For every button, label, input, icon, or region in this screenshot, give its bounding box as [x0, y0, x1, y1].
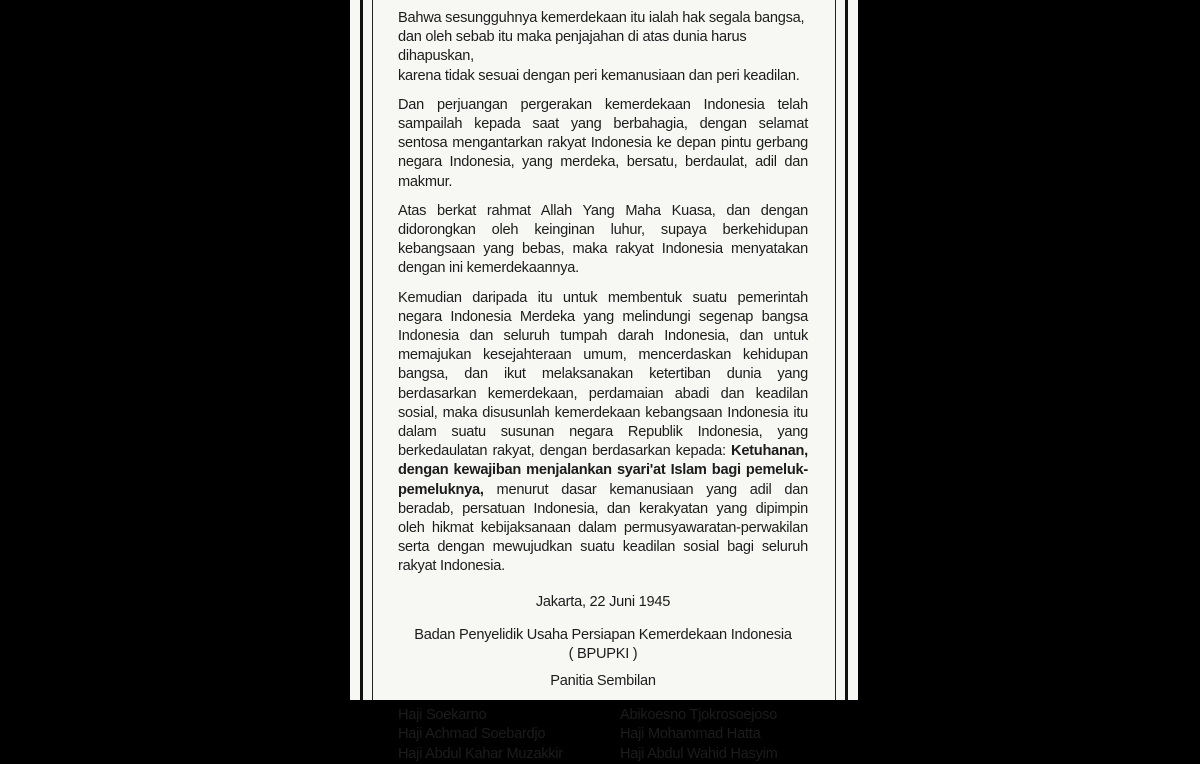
committee-name: Panitia Sembilan: [398, 672, 808, 691]
paragraph-3: Atas berkat rahmat Allah Yang Maha Kuasa, dan dengan didorongkan oleh keinginan luhur, supaya berkehidupan kebangsaan yang bebas, maka rakyat Indonesia menyatakan dengan ini kemerdekaannya.: [398, 202, 808, 279]
organization-abbreviation: ( BPUPKI ): [398, 645, 808, 664]
signatory-name: Haji Abdul Kahar Muzakkir: [398, 745, 620, 764]
paragraph-4-intro: Kemudian daripada itu untuk membentuk suatu pemerintah negara Indonesia Merdeka yang melindungi segenap bangsa Indonesia dan seluruh tumpah darah Indonesia, dan untuk memajukan kesejahteraan umum, mencerdaskan kehidupan bangsa, dan ikut melaksanakan ketertiban dunia yang berdasarkan kemerdekaan, perdamaian abadi dan keadilan sosial, maka disusunlah kemerdekaan kebangsaan Indonesia itu dalam suatu susunan negara Republik Indonesia, yang berkedaulatan rakyat, dengan berdasarkan kepada:: [398, 290, 808, 460]
document-body: [398, 9, 808, 764]
paragraph-1: Bahwa sesungguhnya kemerdekaan itu ialah hak segala bangsa, dan oleh sebab itu maka penjajahan di atas dunia harus dihapuskan, karena tidak sesuai dengan peri kemanusiaan dan peri keadilan.: [398, 9, 808, 86]
paragraph-2: Dan perjuangan pergerakan kemerdekaan Indonesia telah sampailah kepada saat yang berbahagia, dengan selamat sentosa mengantarkan rakyat Indonesia ke depan pintu gerbang negara Indonesia, yang merdeka, bersatu, berdaulat, adil dan makmur.: [398, 96, 808, 192]
signatory-name: Haji Abdul Wahid Hasyim: [620, 745, 810, 764]
paragraph-4: [398, 289, 808, 577]
signatory-name: Haji Achmad Soebardjo: [398, 725, 620, 745]
signatory-name: Abikoesno Tjokrosoejoso: [620, 706, 810, 726]
signatory-name: Haji Mohammad Hatta: [620, 725, 810, 745]
organization-name: Badan Penyelidik Usaha Persiapan Kemerdekaan Indonesia: [398, 626, 808, 645]
paragraph-4-bold-clause: Ketuhanan, dengan kewajiban menjalankan syari'at Islam bagi pemeluk-pemeluknya,: [398, 443, 808, 497]
paragraph-4-closing: menurut dasar kemanusiaan yang adil dan beradab, persatuan Indonesia, dan kerakyatan yang dipimpin oleh hikmat kebijaksanaan dalam permusyawaratan-perwakilan serta dengan mewujudkan suatu keadilan sosial bagi seluruh rakyat Indonesia.: [398, 482, 808, 575]
signatory-list: [398, 706, 808, 764]
date-line: Jakarta, 22 Juni 1945: [398, 593, 808, 612]
signatory-name: Haji Soekarno: [398, 706, 620, 726]
